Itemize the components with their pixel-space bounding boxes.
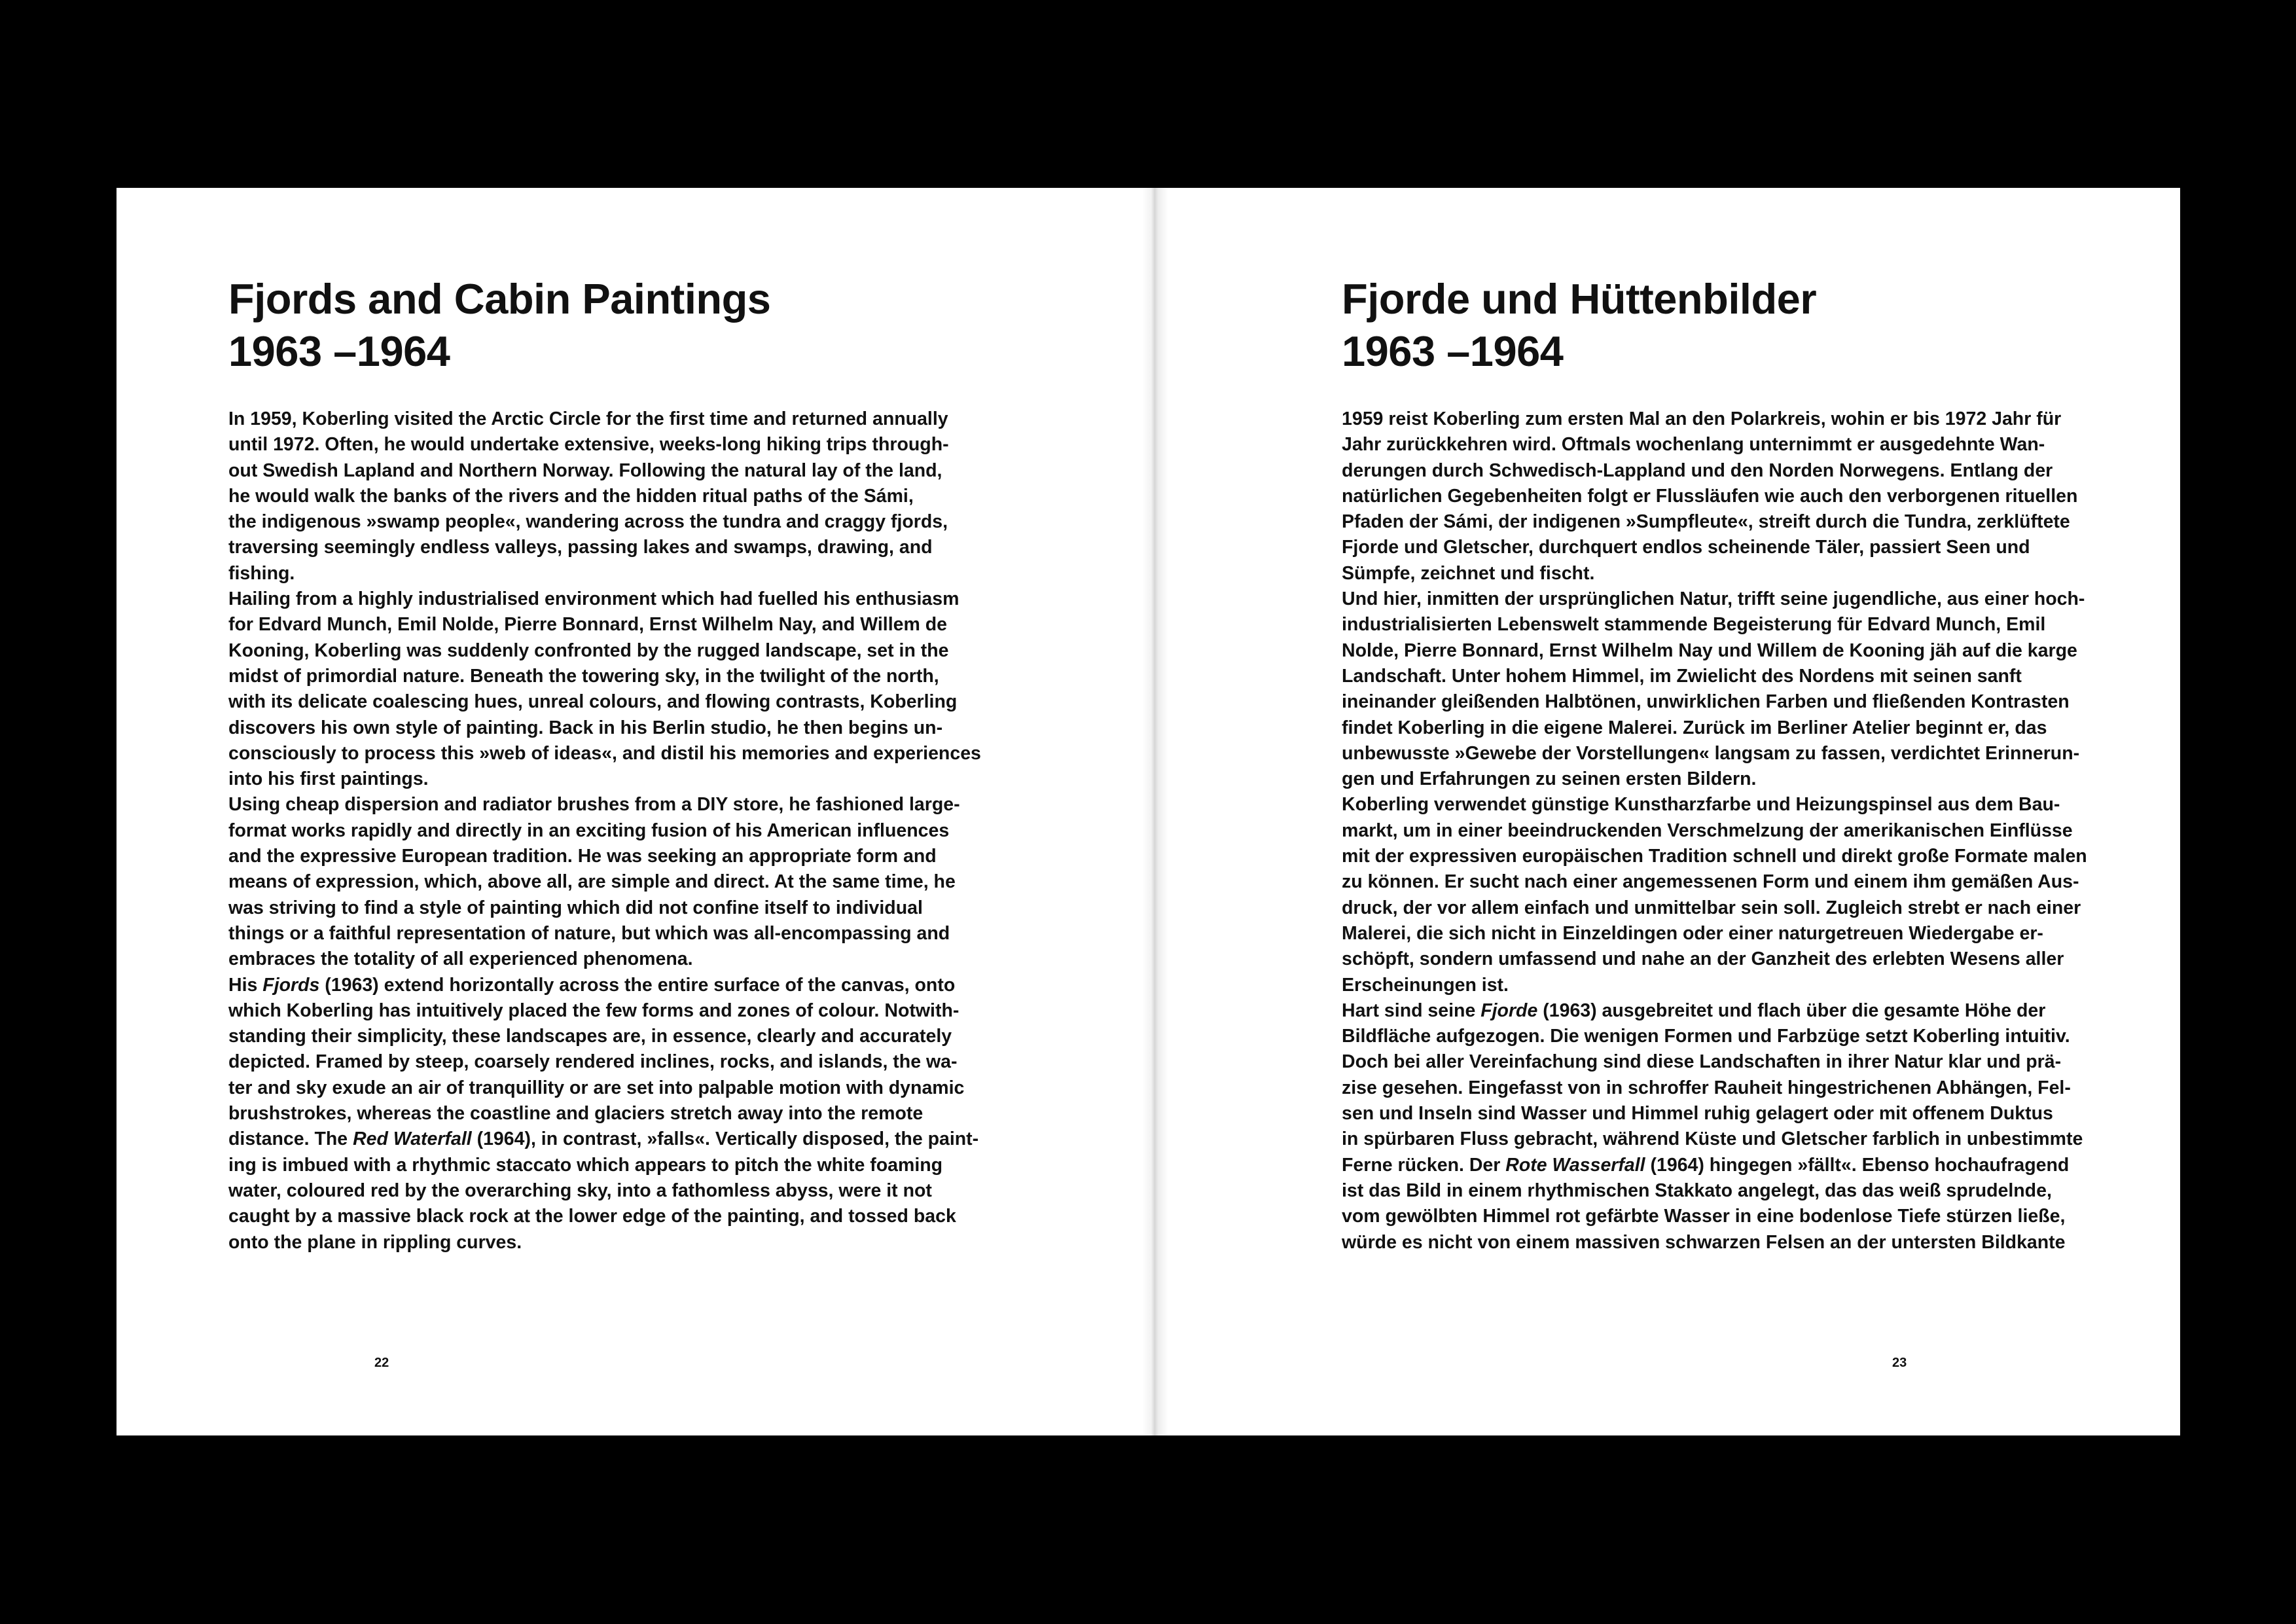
text-line	[228, 1230, 981, 1255]
text-line	[228, 1049, 981, 1075]
text-segment: traversing seemingly endless valleys, passing lakes and swamps, drawing, and	[228, 537, 933, 558]
text-line	[1342, 509, 2087, 535]
text-segment: midst of primordial nature. Beneath the towering sky, in the twilight of the north,	[228, 665, 939, 687]
text-line	[228, 509, 981, 535]
text-segment: markt, um in einer beeindruckenden Verschmelzung der amerikanischen Einflüsse	[1342, 820, 2073, 841]
text-segment: ter and sky exude an air of tranquillity or are set into palpable motion with dynamic	[228, 1077, 965, 1098]
left-title-line-2: 1963 –1964	[228, 327, 450, 375]
text-segment: Using cheap dispersion and radiator brushes from a DIY store, he fashioned large-	[228, 794, 960, 816]
text-line	[228, 1127, 981, 1152]
text-line	[228, 741, 981, 767]
text-segment: out Swedish Lapland and Northern Norway. Following the natural lay of the land,	[228, 460, 942, 481]
text-segment: natürlichen Gegebenheiten folgt er Flussläufen wie auch den verborgenen rituellen	[1342, 485, 2078, 507]
text-line	[228, 973, 981, 998]
text-segment: format works rapidly and directly in an exciting fusion of his American influences	[228, 820, 950, 841]
text-segment: Kooning, Koberling was suddenly confronted by the rugged landscape, set in the	[228, 640, 949, 661]
text-line	[228, 1153, 981, 1178]
right-page	[1149, 188, 2180, 1435]
text-line	[228, 947, 981, 972]
left-page	[117, 188, 1149, 1435]
text-segment: he would walk the banks of the rivers and the hidden ritual paths of the Sámi,	[228, 485, 914, 507]
text-line	[1342, 767, 2087, 792]
text-segment: 1959 reist Koberling zum ersten Mal an den Polarkreis, wohin er bis 1972 Jahr für	[1342, 408, 2062, 429]
book-gutter-shadow	[1142, 188, 1168, 1435]
text-line	[228, 1178, 981, 1204]
left-body-text	[228, 406, 981, 1255]
text-line	[1342, 1153, 2087, 1178]
text-line	[228, 612, 981, 638]
text-segment: Hart sind seine	[1342, 1000, 1481, 1021]
text-line	[1342, 535, 2087, 560]
text-line	[1342, 947, 2087, 972]
text-segment: with its delicate coalescing hues, unreal colours, and flowing contrasts, Koberling	[228, 691, 958, 713]
text-line	[228, 586, 981, 612]
text-segment: things or a faithful representation of nature, but which was all-encompassing and	[228, 922, 950, 944]
text-line	[228, 792, 981, 818]
text-segment: Sümpfe, zeichnet und fischt.	[1342, 562, 1595, 584]
right-body-text	[1342, 406, 2087, 1255]
text-segment: embraces the totality of all experienced phenomena.	[228, 948, 693, 970]
text-line	[1342, 895, 2087, 921]
text-segment: In 1959, Koberling visited the Arctic Circle for the first time and returned annually	[228, 408, 948, 429]
text-segment: Malerei, die sich nicht in Einzeldingen oder einer naturgetreuen Wiedergabe er-	[1342, 922, 2043, 944]
text-segment: druck, der vor allem einfach und unmittelbar sein soll. Zugleich strebt er nach einer	[1342, 897, 2081, 918]
text-segment: ineinander gleißenden Halbtönen, unwirklichen Farben und fließenden Kontrasten	[1342, 691, 2070, 713]
text-line	[1342, 484, 2087, 509]
text-line	[1342, 921, 2087, 947]
text-segment: Und hier, inmitten der ursprünglichen Natur, trifft seine jugendliche, aus einer hoch-	[1342, 588, 2085, 610]
text-line	[1342, 715, 2087, 741]
text-line	[1342, 818, 2087, 844]
text-line	[228, 484, 981, 509]
text-line	[228, 869, 981, 895]
text-segment: findet Koberling in die eigene Malerei. Zurück im Berliner Atelier beginnt er, das	[1342, 717, 2047, 738]
text-line	[1342, 1049, 2087, 1075]
text-line	[1342, 973, 2087, 998]
text-segment: Koberling verwendet günstige Kunstharzfarbe und Heizungspinsel aus dem Bau-	[1342, 794, 2060, 816]
left-page-title	[228, 273, 770, 378]
text-segment: Jahr zurückkehren wird. Oftmals wochenlang unternimmt er ausgedehnte Wan-	[1342, 434, 2045, 456]
text-segment: into his first paintings.	[228, 768, 429, 790]
text-line	[228, 1204, 981, 1229]
text-line	[228, 689, 981, 715]
artwork-title: Red Waterfall	[353, 1128, 472, 1150]
text-line	[228, 998, 981, 1024]
text-segment: schöpft, sondern umfassend und nahe an der Ganzheit des erlebten Wesens aller	[1342, 948, 2064, 970]
text-segment: (1964), in contrast, »falls«. Vertically disposed, the paint-	[471, 1128, 979, 1150]
text-segment: industrialisierten Lebenswelt stammende Begeisterung für Edvard Munch, Emil	[1342, 614, 2046, 636]
right-page-number: 23	[1892, 1356, 1907, 1370]
text-line	[1342, 638, 2087, 664]
text-line	[228, 895, 981, 921]
text-segment: unbewusste »Gewebe der Vorstellungen« langsam zu fassen, verdichtet Erinnerun-	[1342, 742, 2080, 764]
text-segment: distance. The	[228, 1128, 353, 1150]
text-segment: standing their simplicity, these landscapes are, in essence, clearly and accurately	[228, 1026, 952, 1047]
text-segment: water, coloured red by the overarching sky, into a fathomless abyss, were it not	[228, 1180, 932, 1201]
text-segment: Pfaden der Sámi, der indigenen »Sumpfleute«, streift durch die Tundra, zerklüftete	[1342, 511, 2070, 533]
text-segment: (1963) ausgebreitet und flach über die gesamte Höhe der	[1537, 1000, 2046, 1021]
text-segment: Erscheinungen ist.	[1342, 974, 1509, 996]
text-segment: derungen durch Schwedisch-Lappland und den Norden Norwegens. Entlang der	[1342, 460, 2053, 481]
text-segment: Ferne rücken. Der	[1342, 1154, 1506, 1176]
text-line	[1342, 664, 2087, 689]
text-segment: zu können. Er sucht nach einer angemessenen Form und einem ihm gemäßen Aus-	[1342, 871, 2079, 893]
text-segment: Doch bei aller Vereinfachung sind diese Landschaften in ihrer Natur klar und prä-	[1342, 1051, 2062, 1073]
text-line	[1342, 998, 2087, 1024]
text-line	[1342, 432, 2087, 458]
text-segment: was striving to find a style of painting which did not confine itself to individual	[228, 897, 923, 918]
text-segment: His	[228, 974, 263, 996]
artwork-title: Fjords	[262, 974, 320, 996]
text-line	[1342, 741, 2087, 767]
text-line	[228, 1075, 981, 1101]
text-segment: gen und Erfahrungen zu seinen ersten Bildern.	[1342, 768, 1757, 790]
text-segment: for Edvard Munch, Emil Nolde, Pierre Bonnard, Ernst Wilhelm Nay, and Willem de	[228, 614, 947, 636]
text-segment: zise gesehen. Eingefasst von in schroffer Rauheit hingestrichenen Abhängen, Fel-	[1342, 1077, 2071, 1098]
text-line	[1342, 1101, 2087, 1127]
text-line	[228, 818, 981, 844]
text-line	[1342, 586, 2087, 612]
text-segment: Hailing from a highly industrialised environment which had fuelled his enthusiasm	[228, 588, 960, 610]
text-segment: vom gewölbten Himmel rot gefärbte Wasser in eine bodenlose Tiefe stürzen ließe,	[1342, 1206, 2066, 1227]
text-line	[1342, 612, 2087, 638]
text-segment: brushstrokes, whereas the coastline and glaciers stretch away into the remote	[228, 1103, 924, 1125]
text-segment: consciously to process this »web of ideas«, and distil his memories and experiences	[228, 742, 981, 764]
text-segment: and the expressive European tradition. He was seeking an appropriate form and	[228, 846, 937, 867]
text-line	[1342, 792, 2087, 818]
text-segment: in spürbaren Fluss gebracht, während Küste und Gletscher farblich in unbestimmte	[1342, 1128, 2083, 1150]
left-title-line-1: Fjords and Cabin Paintings	[228, 275, 771, 323]
text-line	[228, 1101, 981, 1127]
text-line	[228, 715, 981, 741]
text-segment: means of expression, which, above all, are simple and direct. At the same time, he	[228, 871, 956, 893]
book-spread	[117, 188, 2180, 1435]
text-segment: the indigenous »swamp people«, wandering across the tundra and craggy fjords,	[228, 511, 948, 533]
text-line	[228, 921, 981, 947]
text-segment: Nolde, Pierre Bonnard, Ernst Wilhelm Nay und Willem de Kooning jäh auf die karge	[1342, 640, 2077, 661]
text-line	[228, 844, 981, 869]
text-segment: ing is imbued with a rhythmic staccato which appears to pitch the white foaming	[228, 1154, 943, 1176]
text-line	[1342, 1178, 2087, 1204]
text-segment: Landschaft. Unter hohem Himmel, im Zwielicht des Nordens mit seinen sanft	[1342, 665, 2022, 687]
text-segment: discovers his own style of painting. Back in his Berlin studio, he then begins un-	[228, 717, 943, 738]
text-segment: which Koberling has intuitively placed the few forms and zones of colour. Notwith-	[228, 1000, 960, 1021]
text-segment: until 1972. Often, he would undertake extensive, weeks-long hiking trips through-	[228, 434, 949, 456]
text-segment: ist das Bild in einem rhythmischen Stakkato angelegt, das das weiß sprudelnde,	[1342, 1180, 2052, 1201]
text-line	[228, 406, 981, 432]
right-title-line-2: 1963 –1964	[1342, 327, 1564, 375]
text-line	[1342, 869, 2087, 895]
text-line	[1342, 561, 2087, 586]
text-line	[228, 535, 981, 560]
text-line	[1342, 689, 2087, 715]
left-page-number: 22	[374, 1356, 389, 1370]
text-segment: Fjorde und Gletscher, durchquert endlos scheinende Täler, passiert Seen und	[1342, 537, 2030, 558]
text-line	[228, 1024, 981, 1049]
artwork-title: Rote Wasserfall	[1505, 1154, 1645, 1176]
text-segment: caught by a massive black rock at the lower edge of the painting, and tossed back	[228, 1206, 956, 1227]
text-line	[1342, 1075, 2087, 1101]
text-segment: (1964) hingegen »fällt«. Ebenso hochaufragend	[1645, 1154, 2070, 1176]
text-segment: Bildfläche aufgezogen. Die wenigen Formen und Farbzüge setzt Koberling intuitiv.	[1342, 1026, 2070, 1047]
text-segment: onto the plane in rippling curves.	[228, 1231, 522, 1253]
right-page-title	[1342, 273, 1816, 378]
text-line	[1342, 406, 2087, 432]
text-segment: mit der expressiven europäischen Tradition schnell und direkt große Formate malen	[1342, 846, 2087, 867]
text-line	[1342, 1204, 2087, 1229]
text-segment: sen und Inseln sind Wasser und Himmel ruhig gelagert oder mit offenem Duktus	[1342, 1103, 2053, 1125]
artwork-title: Fjorde	[1480, 1000, 1538, 1021]
text-segment: würde es nicht von einem massiven schwarzen Felsen an der untersten Bildkante	[1342, 1231, 2066, 1253]
text-line	[228, 458, 981, 484]
text-line	[1342, 1127, 2087, 1152]
text-line	[228, 664, 981, 689]
text-line	[228, 432, 981, 458]
text-segment: fishing.	[228, 562, 295, 584]
text-line	[1342, 844, 2087, 869]
text-line	[228, 561, 981, 586]
text-line	[1342, 458, 2087, 484]
text-line	[1342, 1024, 2087, 1049]
text-line	[1342, 1230, 2087, 1255]
text-segment: depicted. Framed by steep, coarsely rendered inclines, rocks, and islands, the wa-	[228, 1051, 958, 1073]
right-title-line-1: Fjorde und Hüttenbilder	[1342, 275, 1817, 323]
text-segment: (1963) extend horizontally across the entire surface of the canvas, onto	[319, 974, 956, 996]
text-line	[228, 638, 981, 664]
text-line	[228, 767, 981, 792]
